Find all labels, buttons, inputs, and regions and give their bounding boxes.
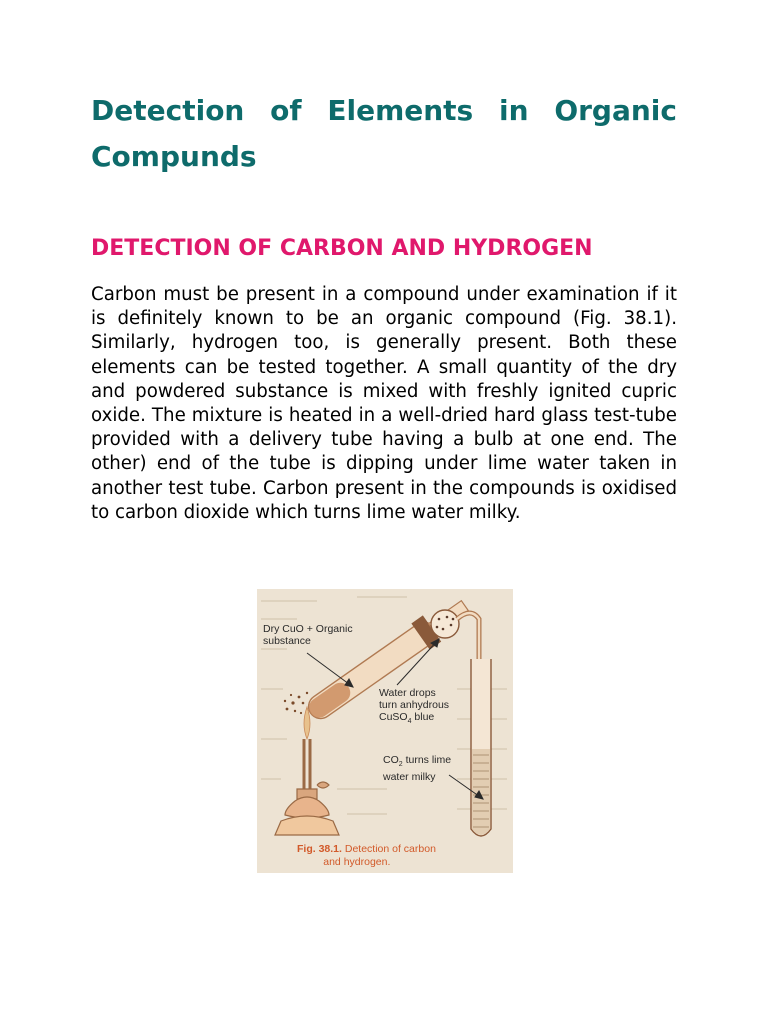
limewater-tube xyxy=(471,659,491,836)
body-paragraph: Carbon must be present in a compound under examination if it is definitely known to be an organic compound (Fig. 38.1). Similarly, hydrogen too, is generally present. Both these elements can be tested together. A small quantity of the dry and powdered substance is mixed with freshly ignited cupric oxide. The mixture is heated in a well-dried hard glass test-tube provided with a delivery tube having a bulb at one end. The other) end of the tube is dipping under lime water taken in another test tube. Carbon present in the compounds is oxidised to carbon dioxide which turns lime water milky. xyxy=(91,284,677,523)
section-heading: DETECTION OF CARBON AND HYDROGEN xyxy=(91,236,593,261)
label-water-drops xyxy=(379,687,449,728)
caption-fig-number: Fig. 38.1. xyxy=(297,843,342,855)
label-water-drops-end: blue xyxy=(411,711,435,723)
label-co2 xyxy=(383,754,451,783)
burner xyxy=(275,739,339,835)
caption-text: Detection of carbon and hydrogen. xyxy=(323,843,436,868)
label-water-drops-text: Water drops turn anhydrous CuSO xyxy=(379,687,450,723)
label-co2-sub: 2 xyxy=(398,761,403,769)
figure-caption xyxy=(297,843,497,869)
label-dry-cuo: Dry CuO + Organic substance xyxy=(263,623,353,647)
page-title: Detection of Elements in Organic Compunds xyxy=(91,94,677,173)
apparatus-figure xyxy=(257,589,513,873)
bulb xyxy=(431,610,459,638)
label-water-drops-sub: 4 xyxy=(407,718,412,726)
label-co2-text: CO xyxy=(383,754,399,766)
mixture-powder xyxy=(284,692,308,714)
label-co2-end: turns lime water milky xyxy=(383,754,452,784)
